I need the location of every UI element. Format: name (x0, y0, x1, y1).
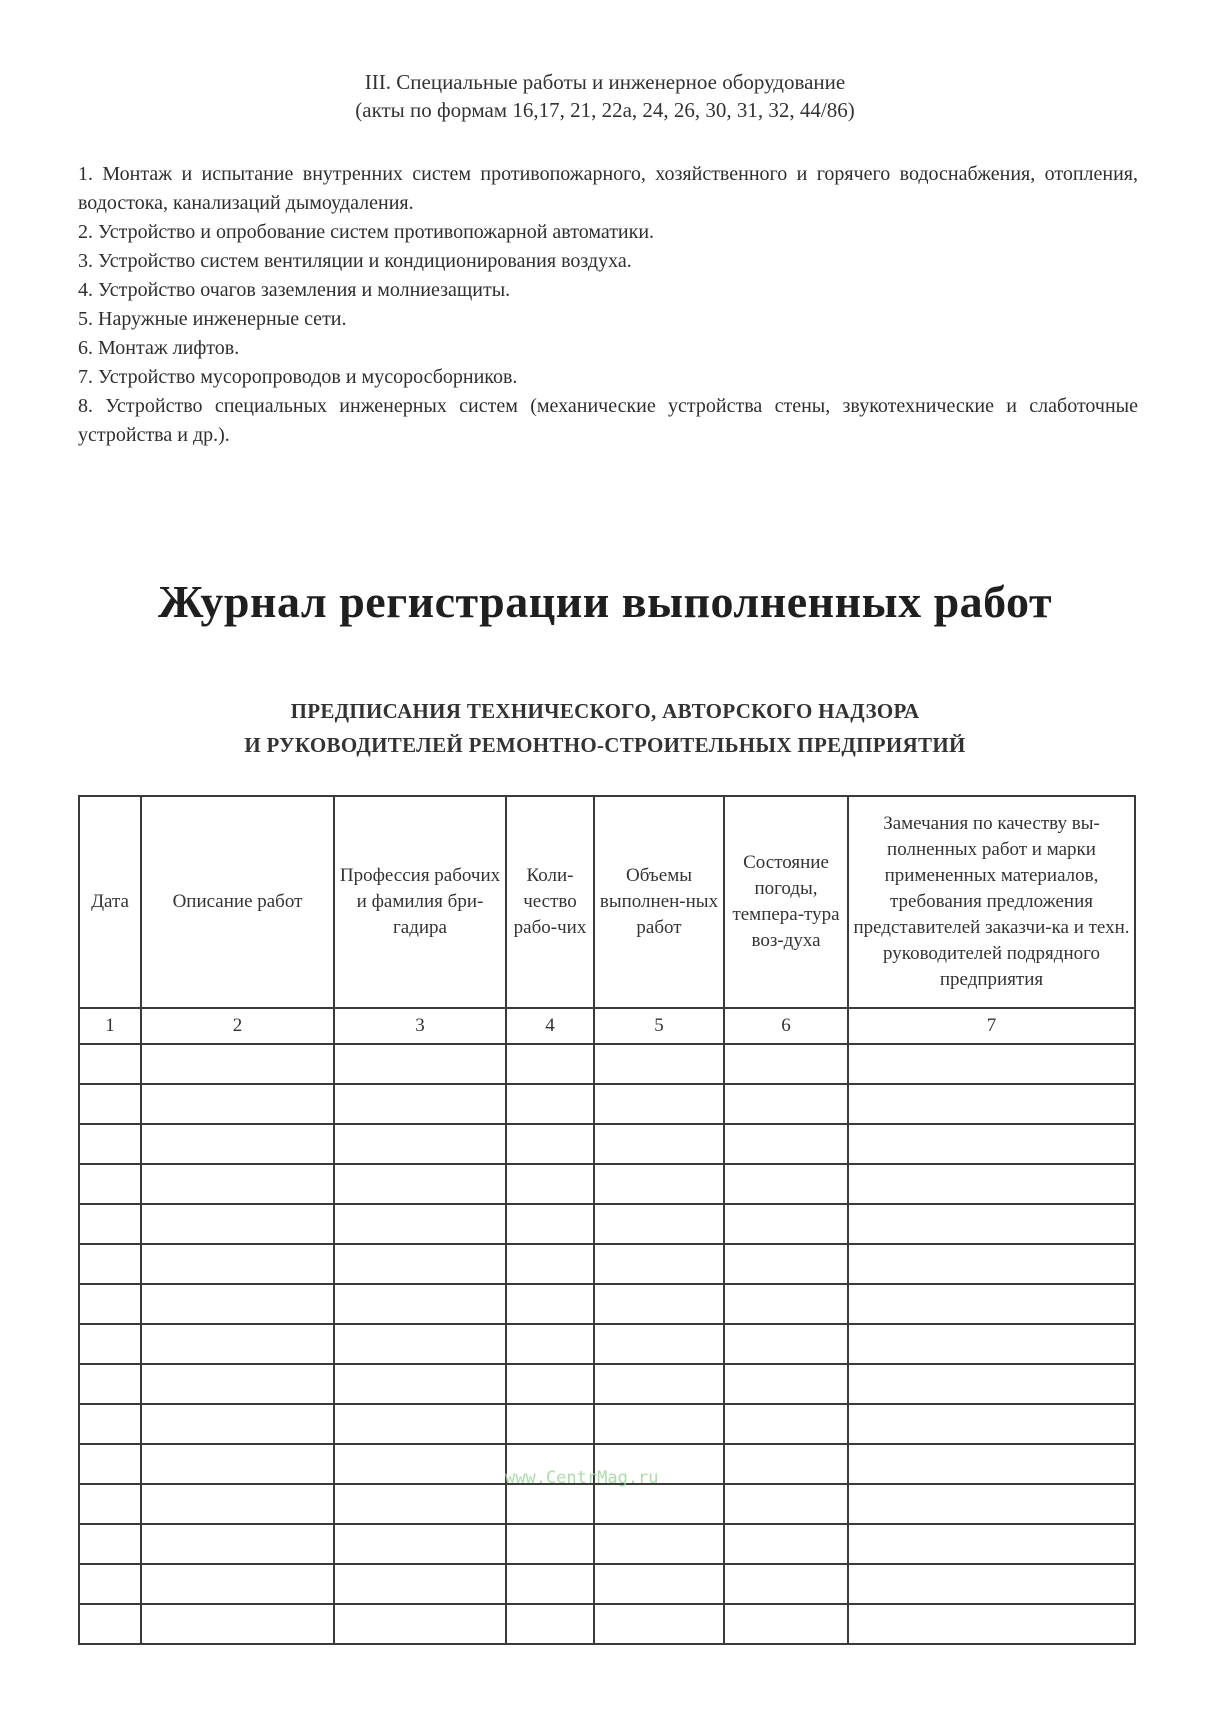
table-cell (141, 1124, 334, 1164)
table-cell (724, 1084, 848, 1124)
table-cell (506, 1564, 594, 1604)
section-subtitle: (акты по формам 16,17, 21, 22а, 24, 26, 30, 31, 32, 44/86) (355, 98, 855, 122)
table-cell (594, 1324, 724, 1364)
table-cell (141, 1604, 334, 1644)
journal-subtitle-line-1: ПРЕДПИСАНИЯ ТЕХНИЧЕСКОГО, АВТОРСКОГО НАДЗОРА (290, 699, 920, 723)
table-row (79, 1364, 1135, 1404)
table-cell (848, 1564, 1135, 1604)
table-cell (334, 1244, 506, 1284)
section-heading (0, 68, 1210, 124)
table-cell (506, 1204, 594, 1244)
table-cell (141, 1444, 334, 1484)
table-cell (79, 1284, 141, 1324)
table-cell (79, 1164, 141, 1204)
work-item: 6. Монтаж лифтов. (78, 337, 240, 359)
table-cell (79, 1124, 141, 1164)
table-cell (848, 1444, 1135, 1484)
table-cell (594, 1084, 724, 1124)
table-cell (848, 1524, 1135, 1564)
table-cell (506, 1244, 594, 1284)
table-cell (506, 1524, 594, 1564)
table-cell (334, 1204, 506, 1244)
table-cell (724, 1124, 848, 1164)
work-item: 4. Устройство очагов заземления и молниезащиты. (78, 279, 511, 301)
table-cell (848, 1324, 1135, 1364)
table-cell (724, 1404, 848, 1444)
table-cell (506, 1084, 594, 1124)
table-cell (724, 1484, 848, 1524)
table-cell (506, 1044, 594, 1084)
table-cell (79, 1524, 141, 1564)
journal-subtitle (0, 694, 1210, 762)
table-cell (594, 1164, 724, 1204)
header-profession: Профессия рабочих и фамилия бри-гадира (334, 796, 506, 1008)
work-item: 3. Устройство систем вентиляции и кондиционирования воздуха. (78, 250, 632, 272)
table-cell (79, 1604, 141, 1644)
header-description: Описание работ (141, 796, 334, 1008)
table-cell (724, 1364, 848, 1404)
works-list (78, 160, 1138, 450)
table-cell (848, 1084, 1135, 1124)
table-cell (141, 1244, 334, 1284)
table-cell (724, 1244, 848, 1284)
table-header-row (79, 796, 1135, 1008)
table-cell (594, 1524, 724, 1564)
work-item: 5. Наружные инженерные сети. (78, 308, 347, 330)
table-cell (724, 1044, 848, 1084)
table-cell (141, 1484, 334, 1524)
table-cell (141, 1044, 334, 1084)
table-cell (848, 1204, 1135, 1244)
table-cell (334, 1284, 506, 1324)
table-body (79, 1044, 1135, 1644)
column-number-row (79, 1008, 1135, 1044)
header-remarks: Замечания по качеству вы-полненных работ и марки примененных материалов, требования предложения представителей заказчи-ка и техн. руководителей подрядного предприятия (848, 796, 1135, 1008)
table-cell (506, 1404, 594, 1444)
table-row (79, 1284, 1135, 1324)
table-cell (724, 1524, 848, 1564)
table-cell (594, 1564, 724, 1604)
header-weather: Состояние погоды, темпера-тура воз-духа (724, 796, 848, 1008)
watermark: www.CentrMag.ru (505, 1468, 659, 1488)
table-row (79, 1484, 1135, 1524)
header-volumes: Объемы выполнен-ных работ (594, 796, 724, 1008)
table-cell (594, 1044, 724, 1084)
table-row (79, 1164, 1135, 1204)
table-row (79, 1124, 1135, 1164)
table-cell (79, 1324, 141, 1364)
table-cell (334, 1084, 506, 1124)
table-row (79, 1204, 1135, 1244)
table-cell (506, 1484, 594, 1524)
table-cell (79, 1204, 141, 1244)
table-cell (506, 1364, 594, 1404)
work-item: 2. Устройство и опробование систем противопожарной автоматики. (78, 221, 655, 243)
table-cell (141, 1404, 334, 1444)
table-cell (141, 1564, 334, 1604)
table-cell (141, 1524, 334, 1564)
table-cell (79, 1404, 141, 1444)
table-cell (506, 1124, 594, 1164)
table-cell (141, 1084, 334, 1124)
table-cell (506, 1604, 594, 1644)
table-cell (334, 1404, 506, 1444)
table-cell (724, 1564, 848, 1604)
column-number: 5 (594, 1008, 724, 1044)
table-row (79, 1524, 1135, 1564)
column-number: 1 (79, 1008, 141, 1044)
work-item: 8. Устройство специальных инженерных систем (механические устройства стены, звукотехнические и слаботочные устройства и др.). (78, 395, 1138, 446)
table-cell (848, 1164, 1135, 1204)
table-cell (848, 1364, 1135, 1404)
table-cell (724, 1444, 848, 1484)
table-cell (334, 1564, 506, 1604)
table-cell (79, 1564, 141, 1604)
table-row (79, 1564, 1135, 1604)
table-cell (594, 1604, 724, 1644)
column-number: 6 (724, 1008, 848, 1044)
column-number: 2 (141, 1008, 334, 1044)
table-cell (334, 1164, 506, 1204)
header-date: Дата (79, 796, 141, 1008)
table-cell (724, 1284, 848, 1324)
table-cell (334, 1124, 506, 1164)
table-cell (848, 1244, 1135, 1284)
table-cell (334, 1524, 506, 1564)
table-cell (848, 1124, 1135, 1164)
journal-subtitle-line-2: И РУКОВОДИТЕЛЕЙ РЕМОНТНО-СТРОИТЕЛЬНЫХ ПРЕДПРИЯТИЙ (244, 733, 966, 757)
table-cell (848, 1484, 1135, 1524)
column-number: 3 (334, 1008, 506, 1044)
table-row (79, 1244, 1135, 1284)
table-cell (848, 1604, 1135, 1644)
journal-title: Журнал регистрации выполненных работ (157, 576, 1053, 627)
table-cell (848, 1284, 1135, 1324)
table-row (79, 1404, 1135, 1444)
table-row (79, 1324, 1135, 1364)
work-item: 7. Устройство мусоропроводов и мусоросборников. (78, 366, 518, 388)
work-item: 1. Монтаж и испытание внутренних систем противопожарного, хозяйственного и горячего водоснабжения, отопления, водостока, канализаций дымоудаления. (78, 163, 1138, 214)
table-cell (79, 1244, 141, 1284)
table-cell (79, 1484, 141, 1524)
table-cell (141, 1284, 334, 1324)
table-cell (594, 1124, 724, 1164)
table-cell (724, 1604, 848, 1644)
table-cell (848, 1044, 1135, 1084)
table-cell (724, 1204, 848, 1244)
table-cell (594, 1484, 724, 1524)
table-cell (334, 1324, 506, 1364)
table-cell (848, 1404, 1135, 1444)
table-cell (594, 1404, 724, 1444)
table-cell (594, 1244, 724, 1284)
table-cell (334, 1044, 506, 1084)
table-cell (141, 1164, 334, 1204)
table-row (79, 1604, 1135, 1644)
table-cell (724, 1324, 848, 1364)
table-cell (79, 1044, 141, 1084)
table-cell (141, 1364, 334, 1404)
table-cell (724, 1164, 848, 1204)
table-cell (506, 1284, 594, 1324)
table-cell (141, 1324, 334, 1364)
table-cell (141, 1204, 334, 1244)
table-cell (334, 1444, 506, 1484)
table-cell (594, 1364, 724, 1404)
journal-table (78, 795, 1136, 1645)
column-number: 7 (848, 1008, 1135, 1044)
table-cell (79, 1364, 141, 1404)
table-cell (334, 1364, 506, 1404)
table-cell (594, 1204, 724, 1244)
table-cell (79, 1084, 141, 1124)
table-cell (506, 1324, 594, 1364)
table-cell (334, 1604, 506, 1644)
table-row (79, 1044, 1135, 1084)
table-row (79, 1084, 1135, 1124)
column-number: 4 (506, 1008, 594, 1044)
section-title: III. Специальные работы и инженерное оборудование (364, 70, 846, 94)
table-cell (334, 1484, 506, 1524)
header-worker-count: Коли-чество рабо-чих (506, 796, 594, 1008)
table-cell (594, 1284, 724, 1324)
table-cell (506, 1164, 594, 1204)
table-cell (79, 1444, 141, 1484)
